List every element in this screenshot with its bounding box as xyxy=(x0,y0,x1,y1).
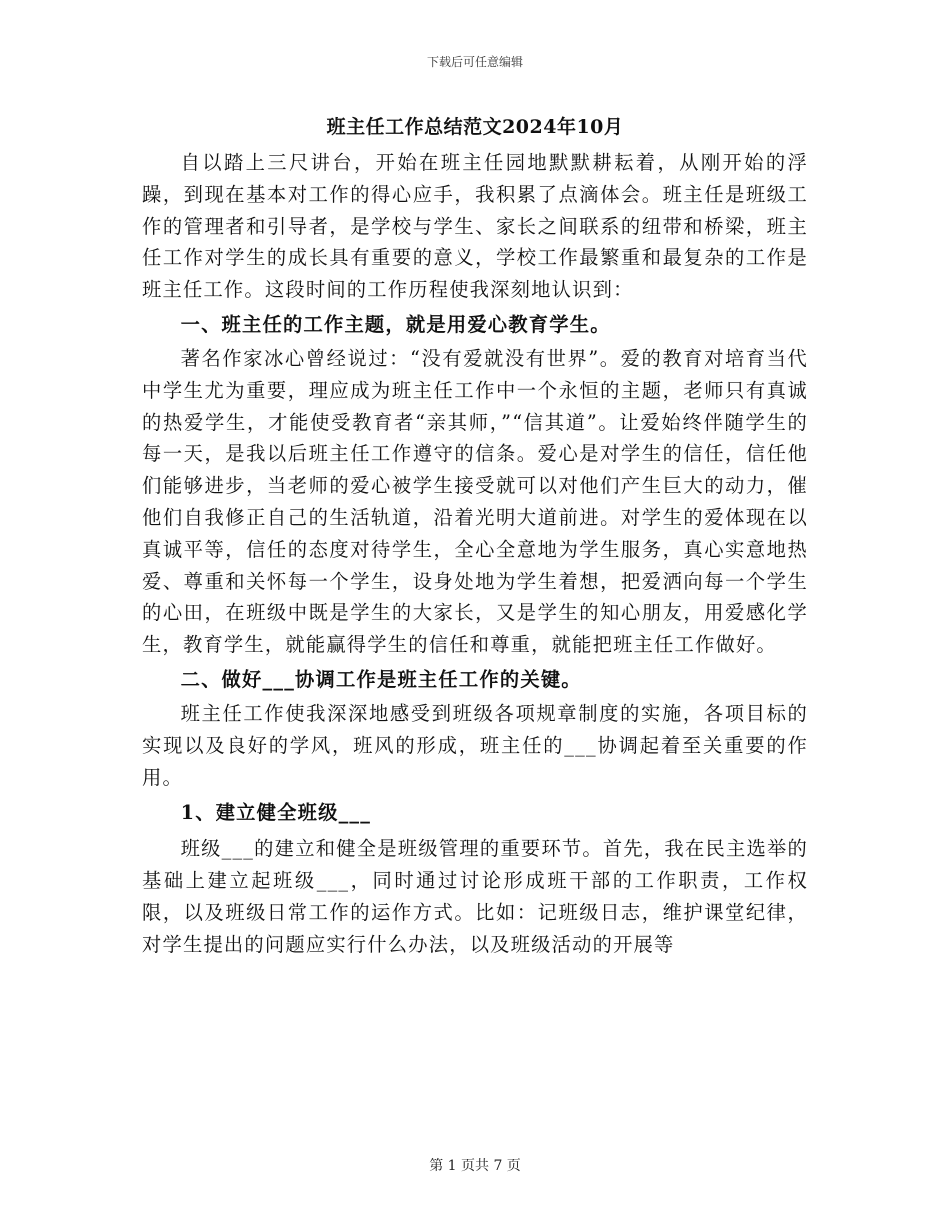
document-body xyxy=(142,108,808,961)
section-heading-1: 一、班主任的工作主题，就是用爱心教育学生。 xyxy=(180,312,611,336)
subsection-heading-1: 1、建立健全班级___ xyxy=(180,801,372,825)
section-heading-2: 二、做好___协调工作是班主任工作的关键。 xyxy=(180,667,582,691)
document-title: 班主任工作总结范文2024年10月 xyxy=(326,116,624,138)
section-1-paragraph: 著名作家冰心曾经说过：“没有爱就没有世界”。爱的教育对培育当代中学生尤为重要，理应成为班主任工作中一个永恒的主题，老师只有真诚的热爱学生，才能使受教育者“亲其师，”“信其道”。让爱始终伴随学生的每一天，是我以后班主任工作遵守的信条。爱心是对学生的信任，信任他们能够进步，当老师的爱心被学生接受就可以对他们产生巨大的动力，催他们自我修正自己的生活轨道，沿着光明大道前进。对学生的爱体现在以真诚平等，信任的态度对待学生，全心全意地为学生服务，真心实意地热爱、尊重和关怀每一个学生，设身处地为学生着想，把爱洒向每一个学生的心田，在班级中既是学生的大家长，又是学生的知心朋友，用爱感化学生，教育学生，就能赢得学生的信任和尊重，就能把班主任工作做好。 xyxy=(142,346,808,657)
intro-paragraph: 自以踏上三尺讲台，开始在班主任园地默默耕耘着，从刚开始的浮躁，到现在基本对工作的得心应手，我积累了点滴体会。班主任是班级工作的管理者和引导者，是学校与学生、家长之间联系的纽带和桥梁，班主任工作对学生的成长具有重要的意义，学校工作最繁重和最复杂的工作是班主任工作。这段时间的工作历程使我深刻地认识到： xyxy=(142,151,808,302)
section-2-paragraph: 班主任工作使我深深地感受到班级各项规章制度的实施，各项目标的实现以及良好的学风，班风的形成，班主任的___协调起着至关重要的作用。 xyxy=(142,701,808,789)
subsection-1-paragraph: 班级___的建立和健全是班级管理的重要环节。首先，我在民主选举的基础上建立起班级___，同时通过讨论形成班干部的工作职责，工作权限，以及班级日常工作的运作方式。比如：记班级日志，维护课堂纪律，对学生提出的问题应实行什么办法，以及班级活动的开展等 xyxy=(142,837,808,956)
header-note: 下载后可任意编辑 xyxy=(426,55,523,69)
page-footer: 第 1 页共 7 页 xyxy=(429,1158,521,1174)
